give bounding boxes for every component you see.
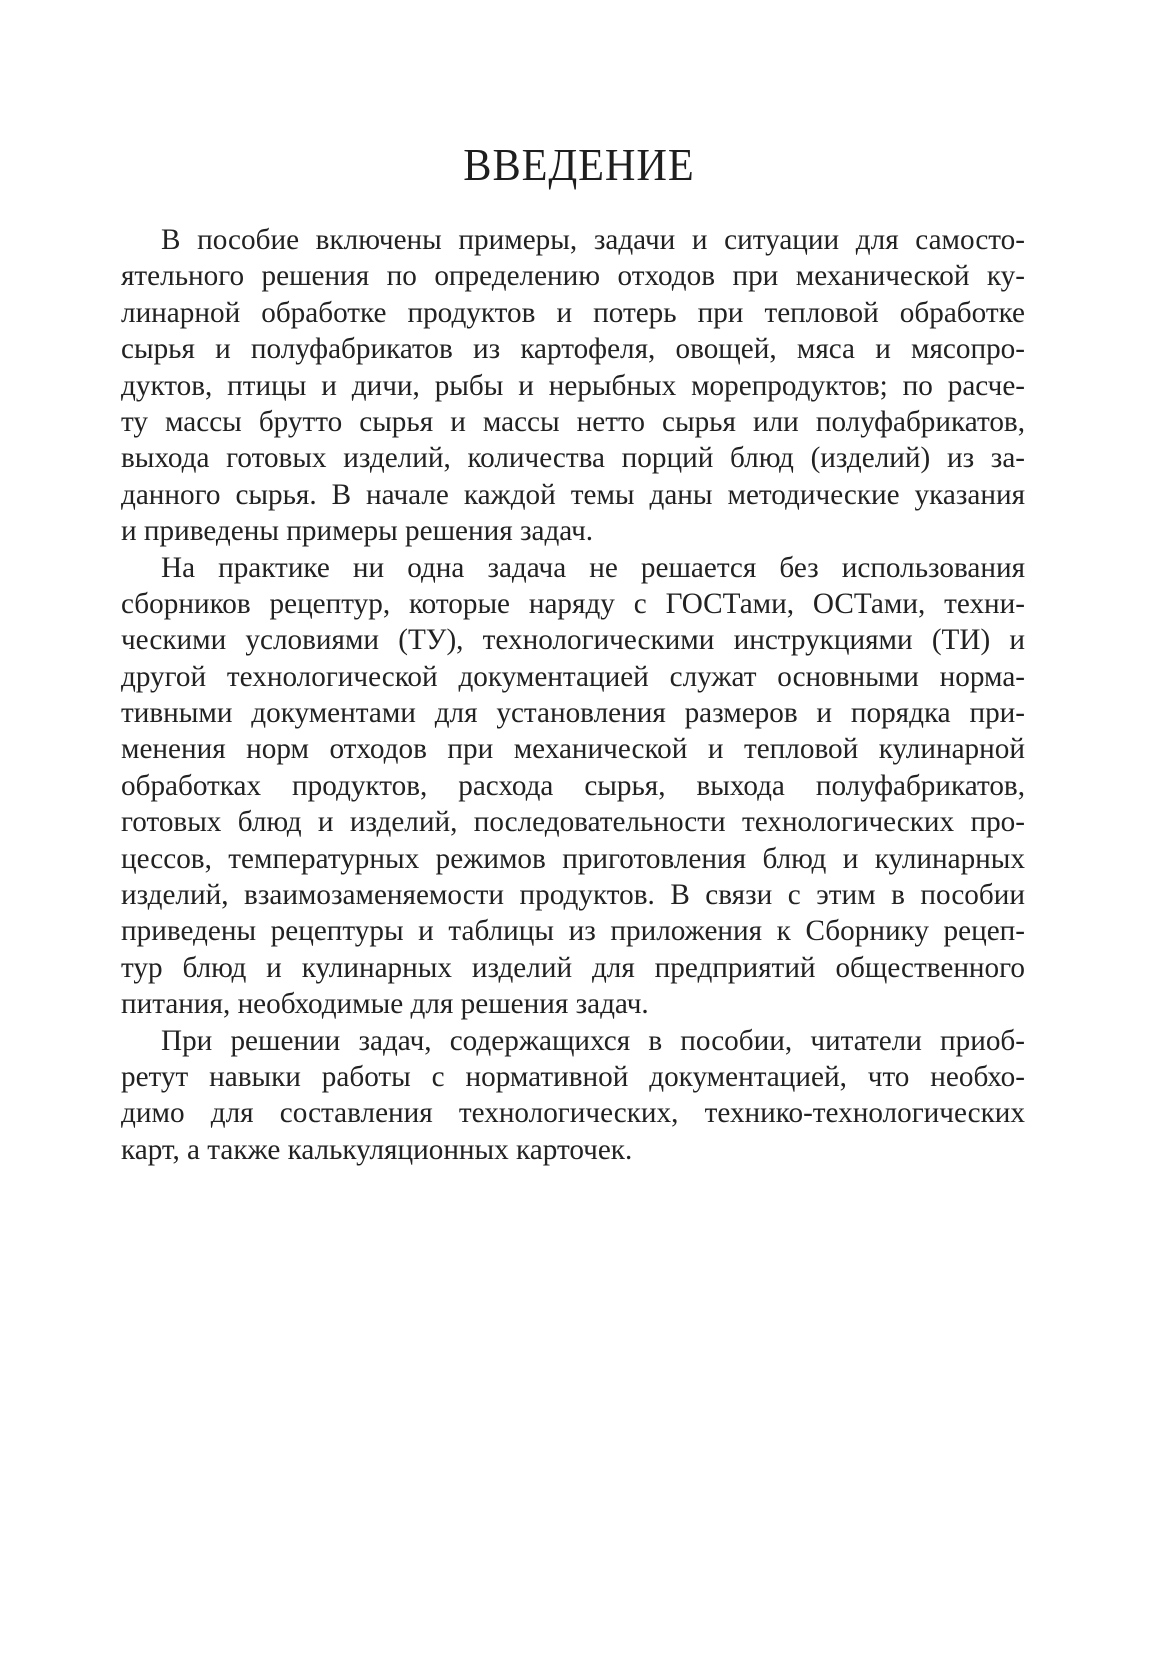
text-line: цессов, температурных режимов приготовления блюд и кулинарных [121, 842, 1025, 875]
text-line: димо для составления технологических, технико-технологических [121, 1097, 1025, 1130]
text-line: готовых блюд и изделий, последовательности технологических про- [121, 806, 1025, 839]
text-line: и приведены примеры решения задач. [121, 515, 594, 548]
text-line: тивными документами для установления размеров и порядка при- [121, 697, 1025, 730]
text-line: На практике ни одна задача не решается без использования [161, 551, 1025, 584]
text-line: ческими условиями (ТУ), технологическими инструкциями (ТИ) и [121, 624, 1025, 657]
text-line: ретут навыки работы с нормативной документацией, что необхо- [121, 1060, 1025, 1093]
text-line: линарной обработке продуктов и потерь при тепловой обработке [121, 296, 1025, 329]
text-line: сырья и полуфабрикатов из картофеля, овощей, мяса и мясопро- [121, 333, 1025, 366]
text-line: выхода готовых изделий, количества порций блюд (изделий) из за- [121, 442, 1025, 475]
text-line: ту массы брутто сырья и массы нетто сырья или полуфабрикатов, [121, 405, 1025, 438]
text-line: В пособие включены примеры, задачи и ситуации для самосто- [161, 224, 1025, 256]
page-title: ВВЕДЕНИЕ [463, 139, 695, 190]
paragraph-1 [121, 222, 1025, 550]
text-line: изделий, взаимозаменяемости продуктов. В связи с этим в пособии [121, 879, 1025, 912]
text-line: данного сырья. В начале каждой темы даны методические указания [121, 478, 1025, 511]
text-line: дуктов, птицы и дичи, рыбы и нерыбных морепродуктов; по расче- [121, 369, 1025, 402]
text-line: обработках продуктов, расхода сырья, выхода полуфабрикатов, [121, 769, 1025, 802]
text-line: При решении задач, содержащихся в пособии, читатели приоб- [161, 1024, 1025, 1057]
text-line: питания, необходимые для решения задач. [121, 988, 649, 1021]
paragraph-2 [121, 550, 1025, 1023]
text-line: менения норм отходов при механической и тепловой кулинарной [121, 733, 1025, 766]
text-line: карт, а также калькуляционных карточек. [121, 1133, 633, 1166]
text-line: сборников рецептур, которые наряду с ГОСТами, ОСТами, техни- [121, 587, 1025, 620]
text-line: другой технологической документацией служат основными норма- [121, 660, 1025, 693]
text-line: приведены рецептуры и таблицы из приложения к Сборнику рецеп- [121, 915, 1025, 948]
text-line: ятельного решения по определению отходов при механической ку- [121, 260, 1025, 293]
text-line: тур блюд и кулинарных изделий для предприятий общественного [121, 951, 1025, 984]
body-text [121, 222, 1025, 1168]
paragraph-3 [121, 1023, 1025, 1169]
